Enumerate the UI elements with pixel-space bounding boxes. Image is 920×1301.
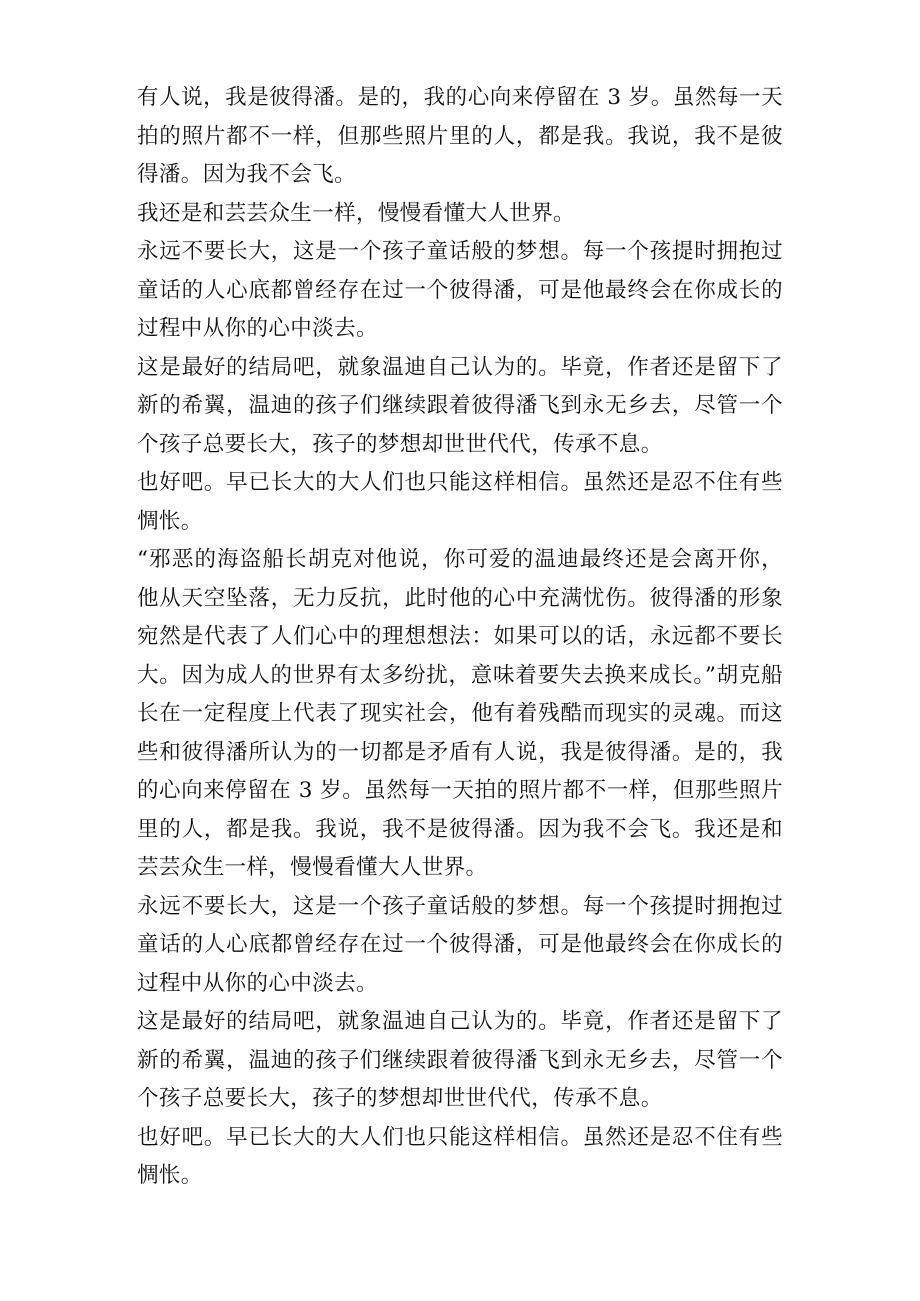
paragraph-4: 这是最好的结局吧，就象温迪自己认为的。毕竟，作者还是留下了新的希翼，温迪的孩子们继续跟着彼得潘飞到永无乡去，尽管一个个孩子总要长大，孩子的梦想却世世代代，传承不息。 xyxy=(137,354,783,457)
paragraph-1: 有人说，我是彼得潘。是的，我的心向来停留在 3 岁。虽然每一天拍的照片都不一样，但那些照片里的人，都是我。我说，我不是彼得潘。因为我不会飞。 xyxy=(137,85,783,187)
paragraph-8: 这是最好的结局吧，就象温迪自己认为的。毕竟，作者还是留下了新的希翼，温迪的孩子们继续跟着彼得潘飞到永无乡去，尽管一个个孩子总要长大，孩子的梦想却世世代代，传承不息。 xyxy=(137,1009,783,1111)
paragraph-5: 也好吧。早已长大的大人们也只能这样相信。虽然还是忍不住有些惆怅。 xyxy=(137,470,783,534)
paragraph-7: 永远不要长大，这是一个孩子童话般的梦想。每一个孩提时拥抱过童话的人心底都曾经存在过一个彼得潘，可是他最终会在你成长的过程中从你的心中淡去。 xyxy=(137,893,783,996)
paragraph-9: 也好吧。早已长大的大人们也只能这样相信。虽然还是忍不住有些惆怅。 xyxy=(137,1124,783,1188)
paragraph-2: 我还是和芸芸众生一样，慢慢看懂大人世界。 xyxy=(137,200,576,226)
paragraph-3: 永远不要长大，这是一个孩子童话般的梦想。每一个孩提时拥抱过童话的人心底都曾经存在过一个彼得潘，可是他最终会在你成长的过程中从你的心中淡去。 xyxy=(137,239,783,341)
paragraph-6: “邪恶的海盗船长胡克对他说，你可爱的温迪最终还是会离开你，他从天空坠落，无力反抗，此时他的心中充满忧伤。彼得潘的形象宛然是代表了人们心中的理想想法：如果可以的话，永远都不要长大。因为成人的世界有太多纷扰，意味着要失去换来成长。”胡克船长在一定程度上代表了现实社会，他有着残酷而现实的灵魂。而这些和彼得潘所认为的一切都是矛盾有人说，我是彼得潘。是的，我的心向来停留在 3 岁。虽然每一天拍的照片都不一样，但那些照片里的人，都是我。我说，我不是彼得潘。因为我不会飞。我还是和芸芸众生一样，慢慢看懂大人世界。 xyxy=(137,547,783,880)
